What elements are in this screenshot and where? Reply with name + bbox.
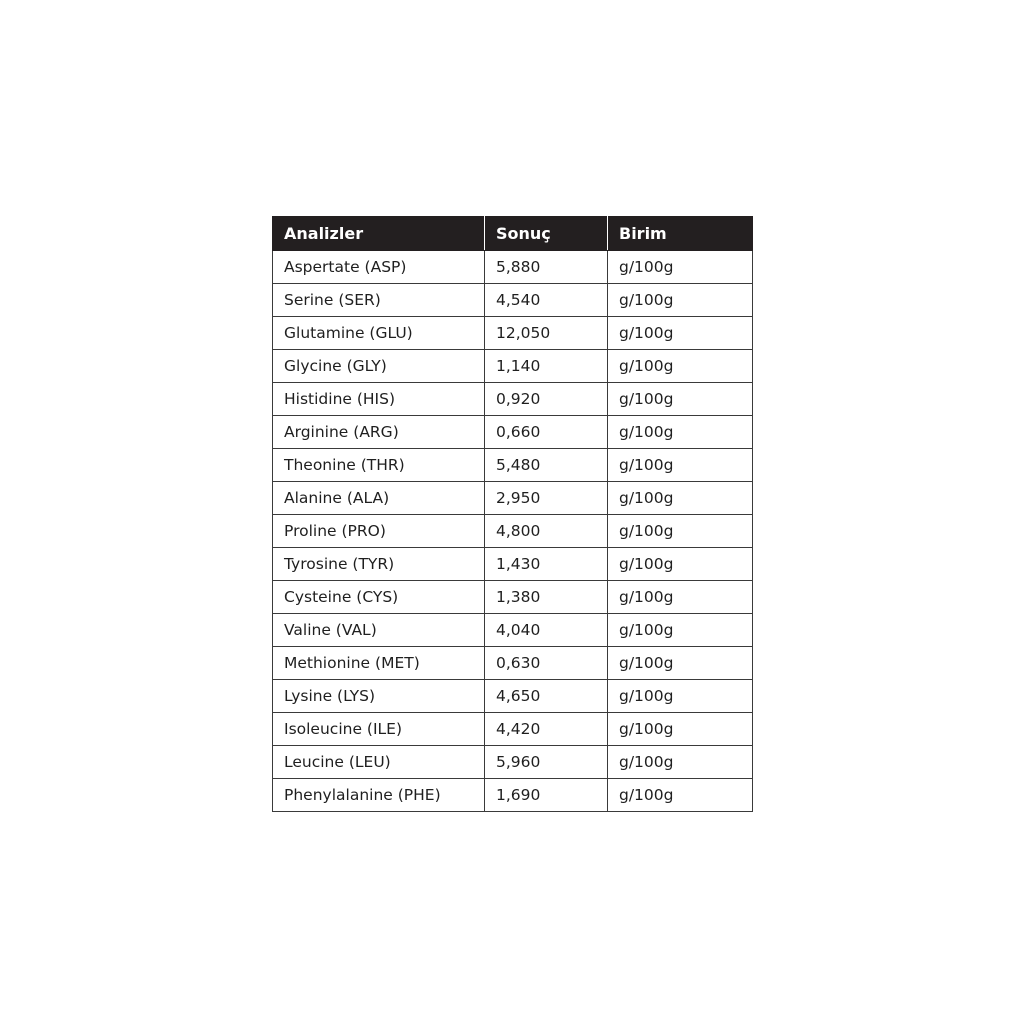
analysis-cell: Valine (VAL) (273, 614, 485, 647)
result-cell: 1,690 (485, 779, 608, 812)
table-row (273, 746, 753, 779)
header-analysis: Analizler (273, 217, 485, 251)
result-cell: 4,540 (485, 284, 608, 317)
table-row (273, 317, 753, 350)
result-cell: 5,960 (485, 746, 608, 779)
unit-cell: g/100g (608, 746, 753, 779)
result-cell: 2,950 (485, 482, 608, 515)
analysis-cell: Methionine (MET) (273, 647, 485, 680)
result-cell: 5,480 (485, 449, 608, 482)
unit-cell: g/100g (608, 548, 753, 581)
analysis-cell: Glutamine (GLU) (273, 317, 485, 350)
unit-cell: g/100g (608, 284, 753, 317)
analysis-cell: Proline (PRO) (273, 515, 485, 548)
result-cell: 4,040 (485, 614, 608, 647)
table-row (273, 680, 753, 713)
analysis-cell: Phenylalanine (PHE) (273, 779, 485, 812)
analysis-cell: Arginine (ARG) (273, 416, 485, 449)
unit-cell: g/100g (608, 416, 753, 449)
result-cell: 0,630 (485, 647, 608, 680)
table-row (273, 416, 753, 449)
table-row (273, 482, 753, 515)
table-header-row (273, 217, 753, 251)
analysis-cell: Lysine (LYS) (273, 680, 485, 713)
result-cell: 4,420 (485, 713, 608, 746)
analysis-cell: Leucine (LEU) (273, 746, 485, 779)
result-cell: 12,050 (485, 317, 608, 350)
analysis-cell: Cysteine (CYS) (273, 581, 485, 614)
table-row (273, 350, 753, 383)
unit-cell: g/100g (608, 647, 753, 680)
analysis-cell: Alanine (ALA) (273, 482, 485, 515)
unit-cell: g/100g (608, 614, 753, 647)
unit-cell: g/100g (608, 251, 753, 284)
result-cell: 1,380 (485, 581, 608, 614)
table-row (273, 383, 753, 416)
unit-cell: g/100g (608, 680, 753, 713)
table-row (273, 251, 753, 284)
analysis-cell: Histidine (HIS) (273, 383, 485, 416)
table-row (273, 515, 753, 548)
amino-acid-table-container (272, 216, 752, 812)
analysis-cell: Glycine (GLY) (273, 350, 485, 383)
result-cell: 4,800 (485, 515, 608, 548)
analysis-cell: Isoleucine (ILE) (273, 713, 485, 746)
table-body (273, 251, 753, 812)
result-cell: 5,880 (485, 251, 608, 284)
unit-cell: g/100g (608, 482, 753, 515)
table-row (273, 284, 753, 317)
unit-cell: g/100g (608, 515, 753, 548)
analysis-cell: Serine (SER) (273, 284, 485, 317)
unit-cell: g/100g (608, 581, 753, 614)
result-cell: 0,920 (485, 383, 608, 416)
unit-cell: g/100g (608, 713, 753, 746)
table-row (273, 548, 753, 581)
unit-cell: g/100g (608, 350, 753, 383)
table-row (273, 779, 753, 812)
analysis-cell: Theonine (THR) (273, 449, 485, 482)
unit-cell: g/100g (608, 383, 753, 416)
table-row (273, 647, 753, 680)
table-row (273, 614, 753, 647)
header-unit: Birim (608, 217, 753, 251)
table-row (273, 449, 753, 482)
analysis-cell: Tyrosine (TYR) (273, 548, 485, 581)
unit-cell: g/100g (608, 317, 753, 350)
unit-cell: g/100g (608, 779, 753, 812)
analysis-cell: Aspertate (ASP) (273, 251, 485, 284)
table-row (273, 581, 753, 614)
header-result: Sonuç (485, 217, 608, 251)
result-cell: 1,140 (485, 350, 608, 383)
result-cell: 0,660 (485, 416, 608, 449)
table-row (273, 713, 753, 746)
unit-cell: g/100g (608, 449, 753, 482)
result-cell: 4,650 (485, 680, 608, 713)
result-cell: 1,430 (485, 548, 608, 581)
amino-acid-table (272, 216, 753, 812)
